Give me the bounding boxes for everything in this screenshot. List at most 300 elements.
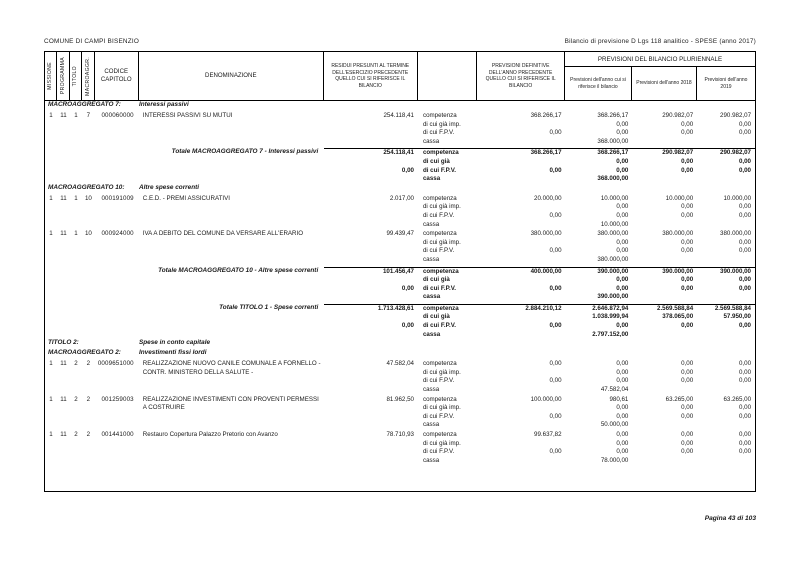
cell-programma: 11	[60, 395, 67, 403]
amount-value	[697, 386, 755, 395]
col-header-missione: MISSIONE	[45, 52, 57, 100]
amount-value: 0,00	[616, 431, 629, 438]
section-name: Spese in conto capitale	[139, 339, 211, 347]
denominazione-line: Restauro Copertura Palazzo Pretorio con Avanzo	[142, 431, 278, 438]
value-label: di cui F.P.V.	[422, 129, 455, 137]
cell-titolo: 2	[74, 360, 78, 368]
amount-value: 980,61	[609, 395, 629, 403]
amount-value: 0,00	[549, 377, 562, 385]
amount-column	[632, 148, 697, 183]
cell-macroaggregato: 2	[86, 360, 91, 368]
amount-value	[478, 121, 566, 130]
amount-column	[478, 396, 566, 430]
amount-value: 0,00	[616, 412, 629, 420]
amount-column	[632, 195, 697, 229]
amount-value: 0,00	[549, 211, 562, 219]
amount-value	[478, 421, 566, 430]
amount-value: 290.982,07	[720, 112, 752, 119]
table-row	[45, 360, 755, 394]
value-label: competenza	[422, 304, 459, 312]
value-label-column	[418, 396, 478, 430]
cell-titolo: 2	[74, 395, 78, 403]
amount-value: 78.710,93	[386, 431, 414, 438]
amount-value: 368.266,17	[530, 149, 562, 157]
amount-value: 290.982,07	[720, 149, 751, 157]
total-label: Totale TITOLO 1 - Spese correnti	[219, 303, 319, 311]
amount-value	[324, 158, 418, 167]
section-title: MACROAGGREGATO 2:	[48, 349, 121, 357]
amount-value	[324, 404, 418, 413]
amount-value	[324, 175, 418, 184]
amount-value: 0,00	[681, 439, 694, 447]
amount-value: 99.439,47	[386, 230, 414, 238]
cell-denominazione	[139, 112, 324, 121]
amount-value	[324, 212, 418, 221]
amount-column	[478, 112, 566, 146]
page-footer: Pagina 43 di 103	[704, 515, 756, 522]
cell-macroaggregato: 2	[86, 431, 91, 438]
amount-column	[566, 230, 633, 264]
col-header-programma: PROGRAMMA	[57, 52, 70, 100]
amount-column	[632, 396, 697, 430]
amount-value: 390.000,00	[720, 267, 751, 275]
amount-value: 0,00	[616, 120, 629, 128]
value-label: cassa	[422, 175, 441, 183]
value-label: di cui F.P.V.	[422, 448, 455, 456]
amount-value: 0,00	[401, 322, 414, 330]
amount-value: 0,00	[681, 166, 694, 174]
amount-column	[632, 304, 697, 339]
amount-value	[478, 203, 566, 212]
value-label: di cui F.P.V.	[422, 211, 455, 219]
amount-value: 254.118,41	[383, 149, 414, 157]
denominazione-line: A COSTRUIRE	[142, 404, 185, 412]
amount-value	[324, 457, 418, 466]
section-header-row	[45, 339, 755, 349]
amount-value: 0,00	[681, 368, 694, 376]
value-label: competenza	[422, 267, 459, 275]
amount-value: 0,00	[681, 203, 694, 211]
cell-codice-capitolo: 000924000	[101, 230, 134, 238]
amount-value: 380.000,00	[597, 255, 629, 263]
amount-value	[324, 221, 418, 230]
cell-titolo: 1	[74, 112, 78, 119]
value-label-column	[418, 195, 478, 229]
cell-titolo: 1	[74, 230, 78, 238]
col-header-pluriennale-group	[565, 52, 755, 100]
col-header-previsioni-definitive: PREVISIONI DEFINITIVE DELL'ANNO PRECEDENTE QUELLO CUI SI RIFERISCE IL BILANCIO	[477, 52, 565, 100]
amount-value: 100.000,00	[530, 395, 562, 403]
value-label-column	[418, 230, 478, 264]
cell-denominazione	[139, 431, 324, 440]
amount-value	[478, 221, 566, 230]
amount-value: 0,00	[681, 211, 694, 219]
amount-value	[697, 457, 755, 466]
amount-value: 57.950,00	[723, 313, 751, 321]
amount-value	[324, 448, 418, 457]
amount-value: 0,00	[681, 284, 694, 292]
amount-value: 0,00	[616, 360, 629, 368]
amount-value: 0,00	[616, 448, 629, 456]
amount-value	[632, 293, 697, 302]
value-label: di cui F.P.V.	[422, 412, 455, 420]
amount-value: 0,00	[549, 448, 562, 456]
amount-value	[697, 421, 755, 430]
amount-value: 0,00	[681, 247, 694, 255]
section-header-row	[45, 101, 755, 111]
value-label: cassa	[422, 293, 441, 301]
amount-value: 0,00	[738, 203, 752, 211]
value-label: competenza	[422, 194, 457, 202]
amount-column	[566, 396, 633, 430]
value-label-column	[418, 112, 478, 146]
cell-denominazione	[139, 195, 324, 204]
amount-value: 0,00	[616, 157, 629, 165]
denominazione-line: REALIZZAZIONE INVESTIMENTI CON PROVENTI PERMESSI	[142, 395, 319, 403]
amount-value: 368.266,17	[530, 112, 562, 119]
amount-value	[324, 421, 418, 430]
amount-value: 0,00	[681, 322, 694, 330]
total-row	[45, 304, 755, 339]
amount-value: 378.065,00	[662, 313, 694, 321]
cell-missione: 1	[49, 395, 53, 403]
cell-programma: 11	[60, 360, 67, 368]
cell-codice-capitolo: 000060000	[101, 112, 134, 119]
amount-column	[566, 195, 633, 229]
amount-value: 390.000,00	[597, 293, 629, 301]
amount-value: 47.582,04	[600, 386, 629, 394]
section-header-row	[45, 184, 755, 194]
cell-macroaggregato: 10	[84, 230, 92, 238]
amount-column	[697, 267, 755, 302]
cell-missione: 1	[49, 112, 53, 119]
amount-column	[697, 360, 755, 394]
cell-missione: 1	[49, 230, 53, 238]
value-label: competenza	[422, 395, 457, 403]
amount-value: 10.000,00	[665, 194, 694, 202]
cell-programma: 11	[60, 431, 67, 438]
amount-column	[566, 304, 633, 339]
amount-value	[324, 239, 418, 248]
amount-value: 10.000,00	[723, 194, 752, 202]
value-label: cassa	[422, 386, 440, 394]
amount-value: 0,00	[549, 129, 562, 137]
amount-column	[566, 267, 633, 302]
amount-value	[324, 256, 418, 265]
amount-value: 0,00	[549, 247, 562, 255]
amount-value: 99.637,82	[534, 431, 562, 438]
table-row	[45, 195, 755, 229]
cell-programma: 11	[60, 112, 67, 119]
amount-value: 0,00	[681, 448, 694, 456]
amount-value: 0,00	[616, 166, 629, 174]
value-label-column	[418, 360, 478, 394]
value-label-column	[418, 304, 478, 339]
amount-value: 50.000,00	[600, 421, 629, 429]
amount-value: 10.000,00	[600, 220, 629, 228]
amount-value: 0,00	[681, 129, 694, 137]
amount-value: 400.000,00	[530, 267, 562, 275]
value-label: cassa	[422, 255, 440, 263]
amount-column	[478, 230, 566, 264]
value-label-column	[418, 148, 478, 183]
amount-value: 0,00	[549, 322, 562, 330]
amount-value: 63.265,00	[665, 395, 694, 403]
cell-missione: 1	[49, 360, 53, 368]
amount-value	[478, 386, 566, 395]
value-label: competenza	[422, 149, 459, 157]
amount-value: 290.982,07	[662, 112, 694, 119]
section-name: Investimenti fissi lordi	[139, 349, 207, 357]
amount-value	[478, 404, 566, 413]
cell-programma: 11	[60, 194, 67, 202]
cell-titolo: 2	[74, 431, 78, 438]
value-label: di cui già imp.	[422, 238, 461, 246]
amount-value: 380.000,00	[720, 230, 752, 238]
value-label: di cui già imp.	[422, 439, 461, 447]
amount-column	[324, 304, 418, 339]
amount-value: 0,00	[616, 284, 629, 292]
amount-column	[697, 431, 755, 465]
amount-value: 254.118,41	[383, 112, 414, 119]
denominazione-line: IVA A DEBITO DEL COMUNE DA VERSARE ALL'ERARIO	[142, 230, 304, 238]
amount-value	[478, 138, 566, 147]
amount-value: 368.000,00	[597, 137, 629, 145]
amount-value: 0,00	[738, 439, 752, 447]
amount-column	[697, 304, 755, 339]
amount-value	[478, 276, 566, 285]
amount-value: 0,00	[681, 120, 694, 128]
amount-value	[478, 369, 566, 378]
amount-value	[324, 386, 418, 395]
value-label: di cui già	[422, 157, 450, 165]
amount-value: 0,00	[681, 377, 694, 385]
amount-value: 0,00	[681, 157, 694, 165]
amount-column	[632, 230, 697, 264]
value-label: di cui già imp.	[422, 404, 461, 412]
amount-value: 0,00	[681, 360, 694, 368]
cell-codice-capitolo: 001441000	[101, 431, 134, 438]
amount-value: 0,00	[738, 368, 752, 376]
amount-column	[324, 112, 418, 146]
amount-value	[324, 203, 418, 212]
col-header-titolo: TITOLO	[70, 52, 82, 100]
amount-value: 0,00	[401, 166, 414, 174]
amount-value: 0,00	[738, 238, 752, 246]
cell-programma: 11	[60, 230, 67, 238]
table-body	[45, 101, 755, 465]
amount-column	[324, 360, 418, 394]
amount-value	[324, 247, 418, 256]
cell-codice-capitolo: 001259003	[101, 395, 134, 403]
amount-value: 290.982,07	[662, 149, 694, 157]
total-row	[45, 148, 755, 183]
cell-macroaggregato: 10	[84, 194, 92, 202]
value-label: di cui F.P.V.	[422, 284, 456, 292]
amount-column	[324, 396, 418, 430]
amount-value: 0,00	[616, 368, 629, 376]
amount-column	[324, 431, 418, 465]
amount-value	[632, 138, 697, 147]
col-header-macroaggregato: MACROAGGR.	[82, 52, 95, 100]
amount-value: 0,00	[738, 120, 752, 128]
amount-value: 0,00	[681, 404, 694, 412]
amount-column	[632, 267, 697, 302]
denominazione-line: CONTR. MINISTERO DELLA SALUTE -	[142, 368, 254, 376]
amount-value	[324, 138, 418, 147]
amount-value: 0,00	[738, 404, 752, 412]
header-left: COMUNE DI CAMPI BISENZIO	[44, 38, 139, 45]
amount-value	[324, 276, 418, 285]
amount-value: 368.266,17	[597, 149, 629, 157]
value-label: di cui F.P.V.	[422, 322, 456, 330]
section-title: TITOLO 2:	[48, 339, 79, 347]
value-label: di cui F.P.V.	[422, 166, 456, 174]
amount-value: 0,00	[549, 166, 562, 174]
amount-value	[478, 313, 566, 322]
amount-value: 81.962,50	[386, 395, 414, 403]
table-row	[45, 396, 755, 430]
value-label: di cui già imp.	[422, 368, 461, 376]
col-header-prev-anno-2019: Previsioni dell'anno 2019	[704, 77, 748, 90]
amount-value	[478, 440, 566, 449]
cell-missione: 1	[49, 194, 53, 202]
value-label: competenza	[422, 230, 457, 238]
amount-value	[478, 331, 566, 340]
amount-value: 0,00	[738, 247, 752, 255]
value-label: cassa	[422, 421, 440, 429]
amount-column	[324, 148, 418, 183]
amount-value: 0,00	[738, 157, 751, 165]
amount-value	[478, 457, 566, 466]
amount-value: 0,00	[738, 448, 752, 456]
amount-value: 0,00	[616, 404, 629, 412]
amount-value	[632, 175, 697, 184]
amount-value: 0,00	[738, 284, 751, 292]
value-label-column	[418, 431, 478, 465]
cell-denominazione	[139, 360, 324, 377]
value-label: di cui F.P.V.	[422, 377, 455, 385]
amount-value	[632, 457, 697, 466]
amount-value: 0,00	[738, 377, 752, 385]
amount-value: 20.000,00	[534, 194, 562, 202]
amount-value	[324, 331, 418, 340]
amount-value: 47.582,04	[386, 360, 414, 368]
col-header-value-labels	[418, 52, 478, 100]
amount-value: 390.000,00	[597, 267, 629, 275]
amount-value: 0,00	[616, 377, 629, 385]
amount-value: 0,00	[738, 129, 752, 137]
amount-column	[566, 148, 633, 183]
amount-value: 2.569.588,84	[714, 304, 751, 312]
amount-value	[324, 369, 418, 378]
amount-value: 0,00	[681, 431, 694, 438]
amount-value	[324, 413, 418, 422]
amount-column	[697, 148, 755, 183]
amount-value: 2.017,00	[389, 194, 414, 202]
amount-value	[697, 221, 755, 230]
denominazione-line: INTERESSI PASSIVI SU MUTUI	[142, 112, 233, 119]
amount-value: 0,00	[681, 238, 694, 246]
amount-value	[324, 440, 418, 449]
value-label: competenza	[422, 360, 457, 368]
amount-value: 0,00	[738, 412, 752, 420]
value-label: competenza	[422, 431, 457, 438]
amount-column	[566, 112, 633, 146]
cell-codice-capitolo: 000191009	[101, 194, 134, 202]
amount-value	[324, 129, 418, 138]
amount-column	[632, 360, 697, 394]
amount-value	[478, 175, 566, 184]
amount-value: 0,00	[616, 439, 629, 447]
amount-value: 0,00	[616, 247, 629, 255]
amount-column	[697, 112, 755, 146]
cell-denominazione	[139, 230, 324, 239]
amount-value: 0,00	[616, 276, 629, 284]
amount-column	[566, 431, 633, 465]
col-header-prev-anno-2018: Previsioni dell'anno 2018	[632, 67, 697, 100]
amount-value: 0,00	[616, 129, 629, 137]
header-right: Bilancio di previsione D Lgs 118 analitico - SPESE (anno 2017)	[564, 38, 756, 45]
amount-value	[324, 377, 418, 386]
cell-titolo: 1	[74, 194, 78, 202]
cell-macroaggregato: 7	[86, 112, 91, 119]
amount-value: 0,00	[616, 238, 629, 246]
amount-value: 368.266,17	[597, 112, 629, 119]
amount-column	[478, 267, 566, 302]
amount-value: 2.797.152,00	[592, 330, 629, 338]
amount-value: 0,00	[738, 276, 751, 284]
amount-value	[478, 256, 566, 265]
amount-value: 0,00	[738, 360, 752, 368]
amount-value: 0,00	[738, 431, 752, 438]
value-label: cassa	[422, 137, 440, 145]
value-label-column	[418, 267, 478, 302]
amount-value: 2.569.588,84	[657, 304, 694, 312]
value-label: cassa	[422, 456, 440, 464]
amount-value	[632, 421, 697, 430]
cell-codice-capitolo: 0009651000	[97, 360, 134, 368]
amount-value: 0,00	[549, 360, 562, 368]
amount-value: 1.038.999,94	[592, 313, 629, 321]
amount-value: 380.000,00	[662, 230, 694, 238]
amount-value: 10.000,00	[600, 194, 629, 202]
amount-value: 0,00	[549, 412, 562, 420]
amount-value	[697, 256, 755, 265]
amount-value: 380.000,00	[597, 230, 629, 238]
amount-value: 0,00	[616, 322, 629, 330]
total-label: Totale MACROAGGREGATO 7 - Interessi passivi	[171, 148, 319, 156]
amount-column	[478, 195, 566, 229]
cell-denominazione	[139, 396, 324, 413]
amount-value	[478, 293, 566, 302]
amount-value	[478, 158, 566, 167]
section-header-row	[45, 349, 755, 359]
value-label: di cui già	[422, 313, 450, 321]
amount-value: 0,00	[549, 284, 562, 292]
amount-value: 0,00	[738, 166, 751, 174]
amount-value: 101.456,47	[382, 267, 414, 275]
amount-value: 2.646.872,94	[592, 304, 629, 312]
amount-value	[632, 331, 697, 340]
amount-value	[697, 138, 755, 147]
running-header	[44, 38, 756, 45]
table-row	[45, 230, 755, 264]
denominazione-line: REALIZZAZIONE NUOVO CANILE COMUNALE A FORNELLO -	[142, 360, 321, 368]
value-label: di cui già imp.	[422, 120, 461, 128]
amount-value: 0,00	[738, 322, 751, 330]
cell-missione: 1	[49, 431, 53, 438]
